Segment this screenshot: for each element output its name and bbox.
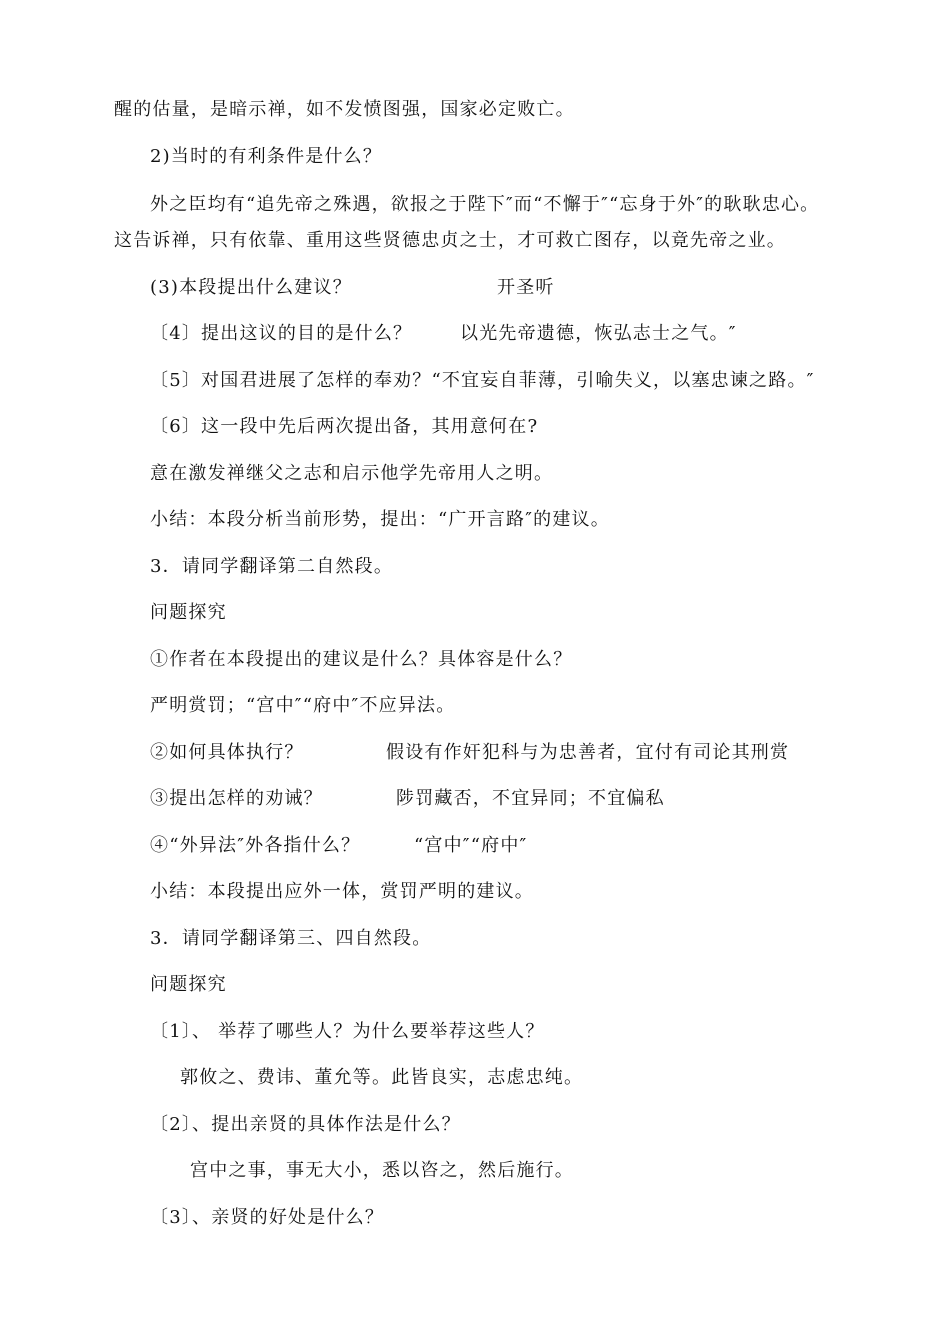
section-label: 问题探究 [150, 974, 227, 995]
text-line: 醒的估量，是暗示禅，如不发愤图强，国家必定败亡。 [114, 99, 575, 120]
text-line: 这告诉禅，只有依靠、重用这些贤德忠贞之士，才可救亡图存，以竟先帝之业。 [114, 230, 786, 251]
question-text: 〔4〕提出这议的目的是什么？ [150, 323, 413, 344]
question-text: 〔1〕、 举荐了哪些人？为什么要举荐这些人？ [150, 1021, 545, 1042]
question-text: ①作者在本段提出的建议是什么？具体容是什么？ [150, 649, 573, 670]
question-line [150, 276, 352, 300]
text-line: 〔5〕对国君进展了怎样的奉劝？“不宜妄自菲薄，引喻失义，以塞忠谏之路。″ [150, 370, 815, 391]
question-text: ②如何具体执行？ [150, 742, 304, 763]
question-text: ③提出怎样的劝诫？ [150, 788, 323, 809]
text-line: 意在激发禅继父之志和启示他学先帝用人之明。 [150, 463, 554, 484]
text-line: 2)当时的有利条件是什么？ [150, 146, 383, 167]
answer-text: 开圣听 [497, 277, 555, 298]
section-heading: 3．请同学翻译第三、四自然段。 [150, 928, 432, 949]
answer-text: 以光先帝遗德，恢弘志士之气。″ [460, 323, 737, 344]
question-text: 〔3〕、亲贤的好处是什么？ [150, 1207, 385, 1228]
section-label: 问题探究 [150, 602, 227, 623]
summary-line: 小结：本段提出应外一体，赏罚严明的建议。 [150, 881, 534, 902]
answer-text: 严明赏罚；“宫中″“府中″不应异法。 [150, 695, 456, 716]
answer-text: 郭攸之、费讳、董允等。此皆良实，志虑忠纯。 [180, 1067, 584, 1088]
answer-text: “宫中″“府中″ [414, 835, 528, 856]
answer-text: 假设有作奸犯科与为忠善者，宜付有司论其刑赏 [386, 742, 790, 763]
section-heading: 3．请同学翻译第二自然段。 [150, 556, 394, 577]
text-line: 〔6〕这一段中先后两次提出备，其用意何在? [150, 416, 539, 437]
answer-text: 宫中之事，事无大小，悉以咨之，然后施行。 [190, 1160, 574, 1181]
answer-text: 陟罚藏否，不宜异同；不宜偏私 [396, 788, 665, 809]
question-text: ④“外异法″外各指什么？ [150, 835, 361, 856]
question-text: (3)本段提出什么建议？ [150, 277, 352, 298]
text-line: 外之臣均有“追先帝之殊遇，欲报之于陛下″而“不懈于″“忘身于外″的耿耿忠心。 [150, 194, 820, 215]
summary-line: 小结：本段分析当前形势，提出：“广开言路″的建议。 [150, 509, 610, 530]
question-text: 〔2〕、提出亲贤的具体作法是什么？ [150, 1114, 461, 1135]
